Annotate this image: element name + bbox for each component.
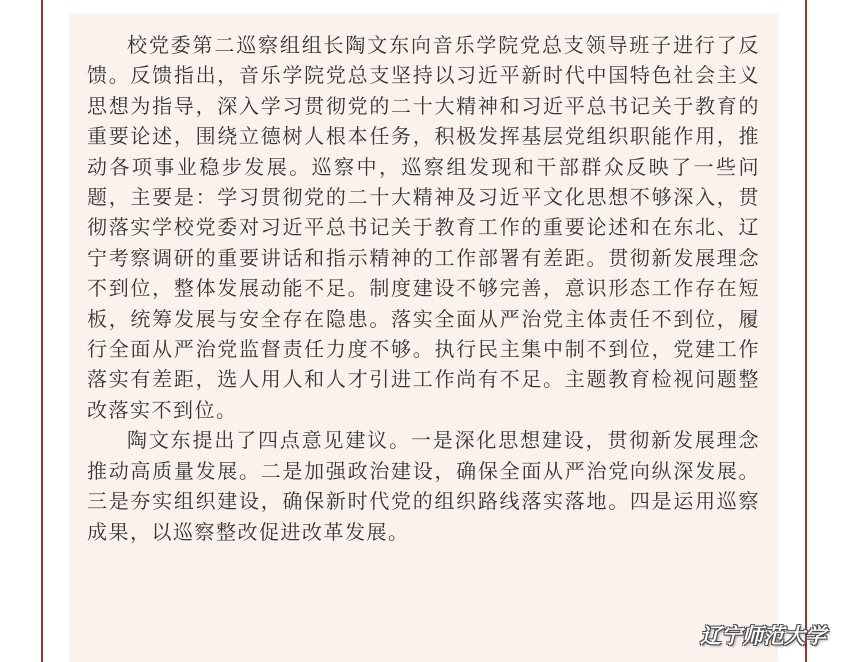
article-paragraph-2: 陶文东提出了四点意见建议。一是深化思想建设，贯彻新发展理念推动高质量发展。二是加强政治建设，确保全面从严治党向纵深发展。三是夯实组织建设，确保新时代党的组织路线落实落地。四是运用巡察成果，以巡察整改促进改革发展。 — [87, 428, 760, 544]
left-border-line — [41, 0, 43, 662]
university-watermark: 辽宁师范大学 — [700, 624, 826, 648]
article-paragraph-1: 校党委第二巡察组组长陶文东向音乐学院党总支领导班子进行了反馈。反馈指出，音乐学院党总支坚持以习近平新时代中国特色社会主义思想为指导，深入学习贯彻党的二十大精神和习近平总书记关于教育的重要论述，围绕立德树人根本任务，积极发挥基层党组织职能作用，推动各项事业稳步发展。巡察中，巡察组发现和干部群众反映了一些问题，主要是：学习贯彻党的二十大精神及习近平文化思想不够深入，贯彻落实学校党委对习近平总书记关于教育工作的重要论述和在东北、辽宁考察调研的重要讲话和指示精神的工作部署有差距。贯彻新发展理念不到位，整体发展动能不足。制度建设不够完善，意识形态工作存在短板，统筹发展与安全存在隐患。落实全面从严治党主体责任不到位，履行全面从严治党监督责任力度不够。执行民主集中制不到位，党建工作落实有差距，选人用人和人才引进工作尚有不足。主题教育检视问题整改落实不到位。 — [87, 33, 760, 422]
article-panel — [69, 14, 778, 662]
right-border-line — [805, 0, 807, 662]
